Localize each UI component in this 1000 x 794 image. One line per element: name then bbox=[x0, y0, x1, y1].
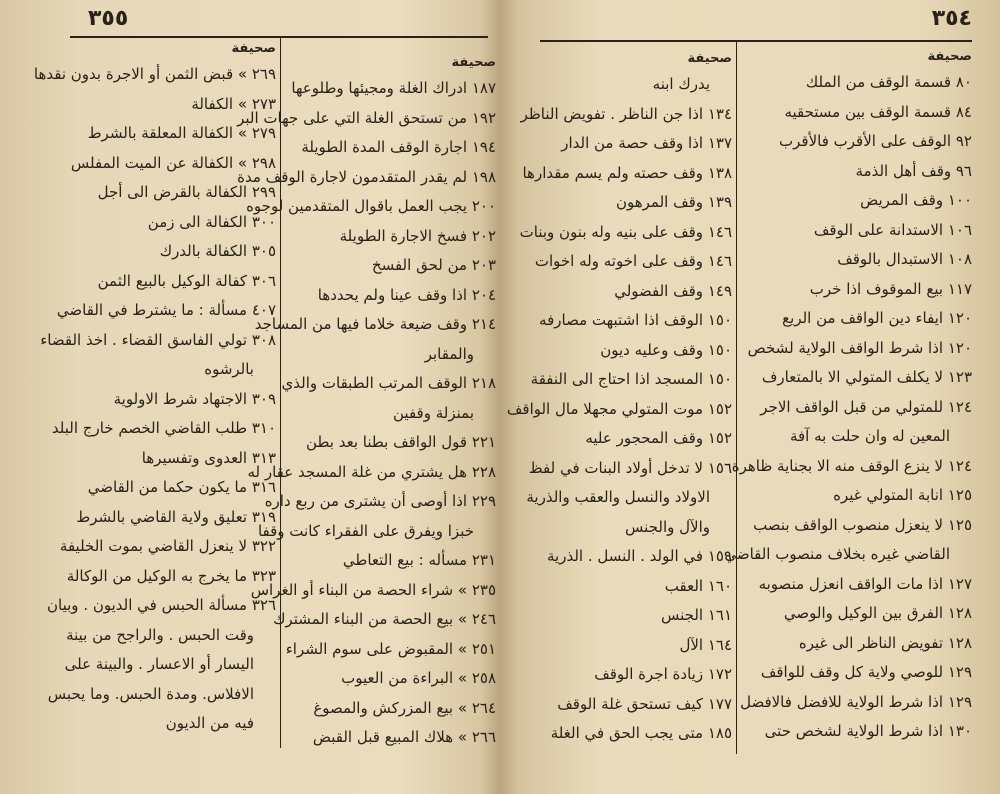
toc-column-left bbox=[33, 38, 276, 739]
toc-entry: ٣٠٠ الكفالة الى زمن bbox=[147, 212, 276, 231]
toc-entry: ٢٠٢ فسخ الاجارة الطويلة bbox=[339, 226, 496, 245]
toc-entry: ١٥٩ في الولد . النسل . الذرية bbox=[547, 547, 732, 565]
toc-entry: ١٥٢ وقف المحجور عليه bbox=[585, 429, 732, 447]
toc-entry: ٢٥١ » المقبوض على سوم الشراء bbox=[285, 639, 496, 658]
toc-entry: ١٥٦ لا تدخل أولاد البنات في لفظ bbox=[528, 458, 732, 477]
toc-entry: وقت الحبس . والراجح من بينة bbox=[66, 625, 254, 644]
toc-entry: ١٢٤ لا ينزع الوقف منه الا بجناية ظاهرة bbox=[731, 456, 972, 475]
toc-entry: ٣٢٣ ما يخرج به الوكيل من الوكالة bbox=[66, 566, 276, 585]
toc-entry: المعين له وان حلت به آفة bbox=[789, 427, 950, 445]
toc-column-left bbox=[506, 48, 732, 749]
toc-entry: ١٢٩ اذا شرط الولاية للافضل فالافضل bbox=[740, 692, 972, 711]
toc-entry: ١٢٣ لا يكلف المتولي الا بالمتعارف bbox=[761, 368, 972, 386]
toc-entry: ٢١٤ وقف ضيعة خلاما فيها من المساجد bbox=[254, 315, 496, 333]
toc-entry: والآل والجنس bbox=[625, 517, 710, 536]
toc-entry: ٤٠٧ مسألة : ما يشترط في القاضي bbox=[56, 301, 276, 319]
toc-entry: ١٧٢ زيادة اجرة الوقف bbox=[594, 665, 732, 683]
toc-column-right bbox=[724, 46, 972, 747]
toc-entry: ١٥٠ وقف وعليه ديون bbox=[600, 340, 732, 359]
toc-entry: ١٥٠ المسجد اذا احتاج الى النفقة bbox=[530, 370, 732, 388]
toc-entry: ١٣٩ وقف المرهون bbox=[615, 193, 732, 211]
toc-entry: ١٨٧ ادراك الغلة ومجيئها وطلوعها bbox=[291, 79, 496, 97]
toc-entry: ١٩٨ لم يقدر المتقدمون لاجارة الوقف مدة bbox=[237, 167, 496, 186]
toc-entry: ١٤٦ وقف على بنيه وله بنون وبنات bbox=[519, 222, 732, 241]
toc-entry: بمنزلة وقفين bbox=[393, 403, 474, 422]
toc-entry: ١٢٤ للمتولي من قبل الواقف الاجر bbox=[760, 397, 972, 416]
toc-entry: ٣١٣ العدوى وتفسيرها bbox=[141, 448, 276, 467]
toc-entry: ١٣٤ اذا جن الناظر . تفويض الناظر bbox=[520, 104, 732, 123]
column-divider bbox=[280, 38, 281, 748]
toc-entry: ١١٧ بيع الموقوف اذا خرب bbox=[809, 279, 972, 298]
toc-entry: ١٣٧ اذا وقف حصة من الدار bbox=[561, 134, 732, 152]
toc-entry: ١٠٠ وقف المريض bbox=[860, 191, 972, 209]
toc-entry: ٣٠٨ تولي الفاسق القضاء . اخذ القضاء bbox=[40, 330, 276, 349]
toc-entry: اليسار أو الاعسار . والبينة على bbox=[64, 655, 254, 673]
toc-entry: ٢٣٥ » شراء الحصة من البناء أو الغراس bbox=[250, 580, 496, 599]
toc-entry: ١٢٩ للوصي ولاية كل وقف للواقف bbox=[760, 663, 972, 681]
toc-entry: ٨٠ قسمة الوقف من الملك bbox=[805, 73, 972, 91]
toc-entry: ٣٠٦ كفالة الوكيل بالبيع الثمن bbox=[97, 271, 276, 290]
toc-entry: ٢٩٩ الكفالة بالقرض الى أجل bbox=[97, 183, 276, 201]
column-header: صحيفة bbox=[231, 41, 276, 56]
column-header: صحيفة bbox=[451, 55, 496, 70]
toc-entry: ١٩٤ اجارة الوقف المدة الطويلة bbox=[301, 138, 496, 156]
toc-entry: ١٢٨ الفرق بين الوكيل والوصي bbox=[783, 604, 972, 622]
toc-entry: ١٤٦ وقف على اخوته وله اخوات bbox=[534, 252, 732, 270]
toc-column-right bbox=[237, 52, 496, 753]
toc-entry: ١٢٠ ايفاء دين الواقف من الريع bbox=[782, 309, 972, 327]
toc-entry: ٢٢٩ اذا أوصى أن يشترى من ربع داره bbox=[264, 492, 496, 510]
toc-entry: ٣٠٩ الاجتهاد شرط الاولوية bbox=[113, 389, 276, 408]
toc-entry: ١٢٧ اذا مات الواقف انعزل منصوبه bbox=[758, 574, 972, 593]
toc-entry: ٢٤٦ » بيع الحصة من البناء المشترك bbox=[273, 610, 496, 628]
toc-entry: ١٢٠ اذا شرط الواقف الولاية لشخص bbox=[747, 338, 972, 357]
toc-entry: ٢٢١ قول الواقف بطنا بعد بطن bbox=[306, 433, 496, 451]
toc-entry: ٢٠٣ من لحق الفسخ bbox=[371, 256, 496, 274]
toc-entry: الافلاس. ومدة الحبس. وما يحبس bbox=[47, 684, 254, 703]
toc-entry: ٢٦٦ » هلاك المبيع قبل القبض bbox=[312, 728, 496, 746]
toc-entry: فيه من الديون bbox=[165, 714, 254, 732]
toc-entry: ١٦٠ العقب bbox=[664, 576, 732, 595]
toc-entry: ١٨٥ متى يجب الحق في الغلة bbox=[550, 724, 732, 742]
toc-entry: ٢٢٨ هل يشتري من غلة المسجد عقار له bbox=[247, 462, 496, 481]
toc-entry: ١٣٨ وقف حصته ولم يسم مقدارها bbox=[522, 163, 732, 182]
toc-entry: ١٥٢ موت المتولي مجهلا مال الواقف bbox=[506, 399, 732, 418]
toc-entry: ٢٠٤ اذا وقف عينا ولم يحددها bbox=[317, 285, 496, 304]
toc-entry: ٣١٠ طلب القاضي الخصم خارج البلد bbox=[51, 419, 276, 437]
right-page bbox=[500, 0, 1000, 794]
toc-entry: ١٥٠ الوقف اذا اشتبهت مصارفه bbox=[539, 311, 732, 329]
toc-entry: ٢٦٩ » قبض الثمن أو الاجرة بدون نقدها bbox=[33, 65, 276, 83]
toc-entry: ٣١٦ ما يكون حكما من القاضي bbox=[87, 478, 276, 496]
toc-entry: القاضي غيره بخلاف منصوب القاضي bbox=[724, 545, 950, 563]
toc-entry: ١٧٧ كيف تستحق غلة الوقف bbox=[557, 694, 732, 713]
toc-entry: ٢٦٤ » بيع المزركش والمصوغ bbox=[313, 698, 496, 717]
toc-entry: ٢٠٠ يجب العمل باقوال المتقدمين لوجوه bbox=[246, 197, 496, 215]
toc-entry: والمقابر bbox=[424, 344, 474, 363]
toc-entry: ١٢٥ لا ينعزل منصوب الواقف بنصب bbox=[753, 515, 972, 534]
toc-entry: بالرشوه bbox=[204, 360, 254, 378]
toc-entry: ١٠٦ الاستدانة على الوقف bbox=[813, 220, 972, 239]
toc-entry: ٣١٩ تعليق ولاية القاضي بالشرط bbox=[76, 507, 276, 526]
page-number: ٣٥٥ bbox=[88, 6, 129, 31]
toc-entry: ٨٤ قسمة الوقف بين مستحقيه bbox=[784, 102, 972, 121]
toc-entry: ٣٢٢ لا ينعزل القاضي بموت الخليفة bbox=[59, 537, 276, 555]
toc-entry: ٩٦ وقف أهل الذمة bbox=[855, 161, 972, 180]
toc-entry: ١٦١ الجنس bbox=[660, 606, 732, 624]
toc-entry: ٢٥٨ » البراءة من العيوب bbox=[341, 669, 496, 687]
toc-entry: ١٩٢ من تستحق الغلة التي على جهات البر bbox=[237, 108, 496, 127]
toc-entry: ٩٢ الوقف على الأقرب فالأقرب bbox=[779, 132, 972, 150]
toc-entry: ١٦٤ الآل bbox=[679, 635, 732, 654]
page-number: ٣٥٤ bbox=[931, 6, 972, 31]
toc-entry: الاولاد والنسل والعقب والذرية bbox=[526, 488, 710, 506]
toc-entry: ٣٢٦ مسألة الحبس في الديون . وبيان bbox=[47, 596, 276, 614]
toc-entry: ١٠٨ الاستبدال بالوقف bbox=[837, 250, 972, 268]
toc-entry: ٢٧٩ » الكفالة المعلقة بالشرط bbox=[87, 124, 276, 142]
toc-entry: ١٢٥ انابة المتولي غيره bbox=[833, 486, 972, 504]
column-divider bbox=[736, 42, 737, 754]
toc-entry: ٢٣١ مسأله : بيع التعاطي bbox=[342, 551, 496, 569]
toc-entry: يدرك ابنه bbox=[652, 75, 710, 93]
toc-entry: ٢٧٣ » الكفالة bbox=[191, 94, 276, 113]
column-header: صحيفة bbox=[687, 51, 732, 66]
toc-entry: ٢١٨ الوقف المرتب الطبقات والذي bbox=[281, 374, 496, 392]
toc-entry: خبزا ويفرق على الفقراء كانت وقفا bbox=[257, 521, 474, 540]
toc-entry: ١٤٩ وقف الفضولي bbox=[614, 281, 732, 300]
toc-entry: ٢٩٨ » الكفالة عن الميت المفلس bbox=[70, 153, 276, 172]
toc-entry: ٣٠٥ الكفالة بالدرك bbox=[159, 242, 276, 260]
header-rule bbox=[540, 40, 972, 42]
toc-entry: ١٣٠ اذا شرط الولاية لشخص حتى bbox=[764, 722, 972, 740]
toc-entry: ١٢٨ تفويض الناظر الى غيره bbox=[798, 633, 972, 652]
column-header: صحيفة bbox=[927, 49, 972, 64]
